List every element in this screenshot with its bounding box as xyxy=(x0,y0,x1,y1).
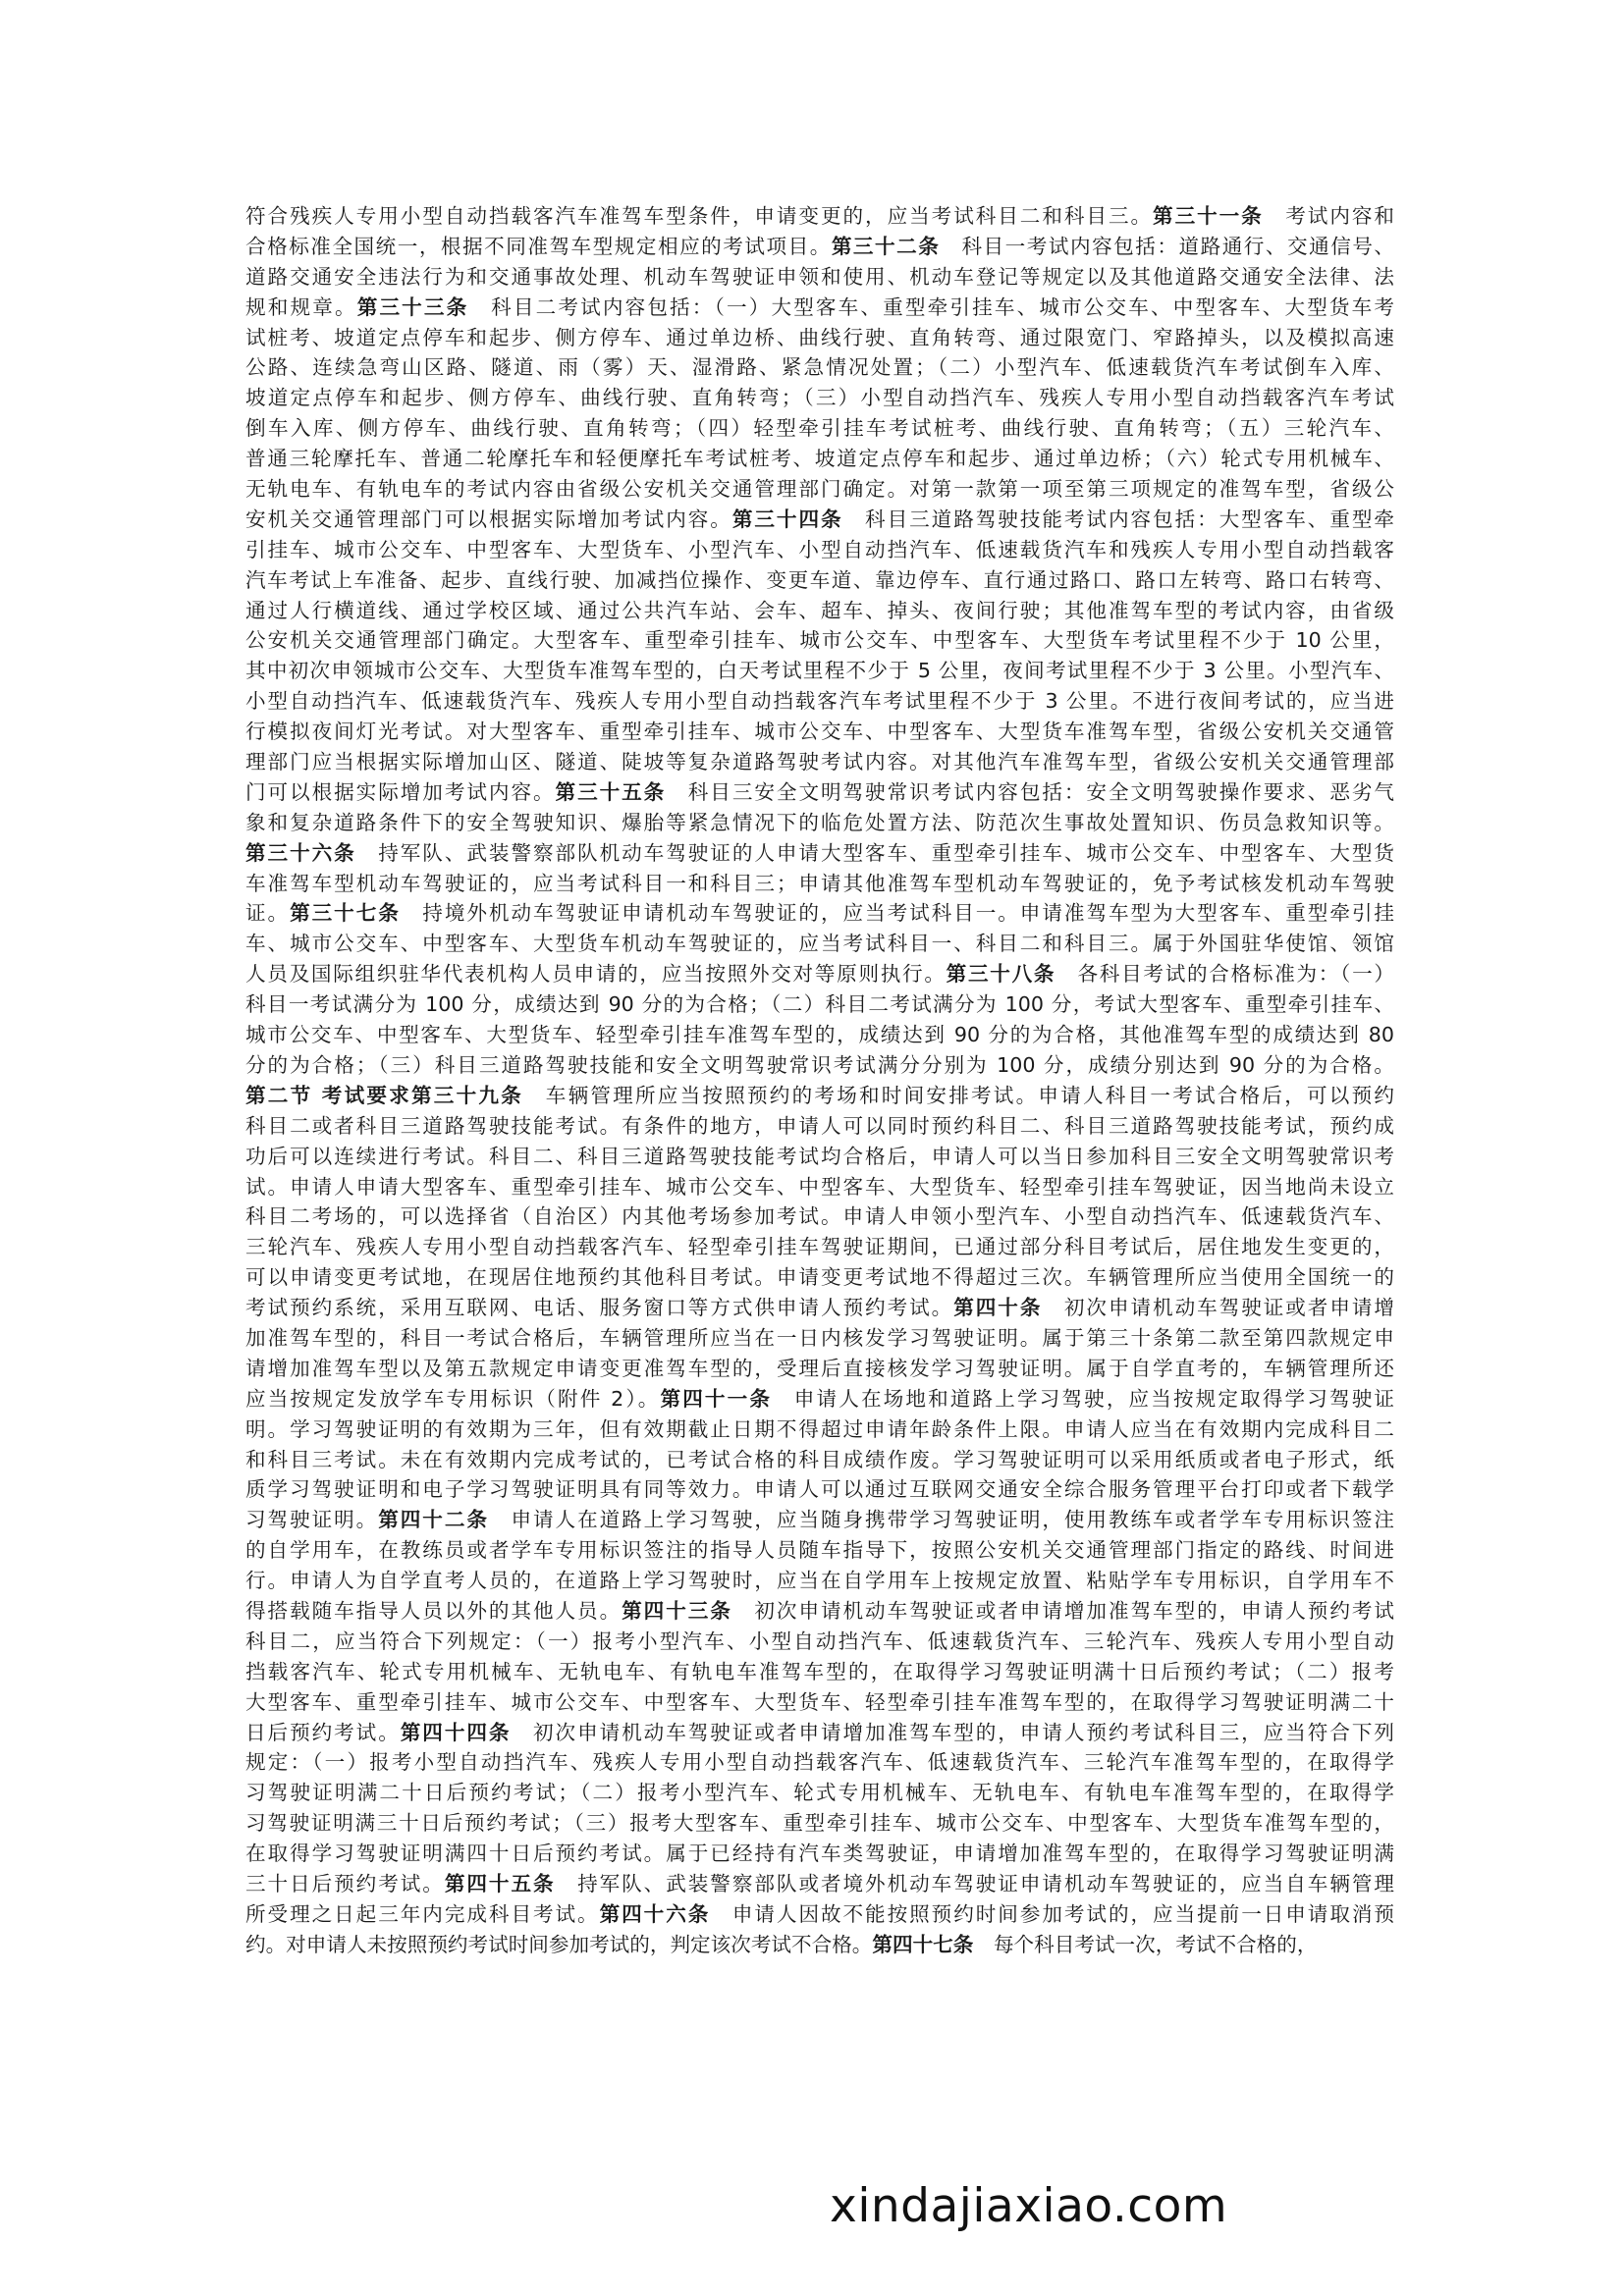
line-text: 分的为合格；（三）科目三道路驾驶技能和安全文明驾驶常识考试满分分别为 100 分，成绩分别达到 90 分的为合格。 xyxy=(245,1052,1394,1077)
text-line xyxy=(245,596,1394,626)
line-text: 持军队、武装警察部队机动车驾驶证的人申请大型客车、重型牵引挂车、城市公交车、中型客车、大型货 xyxy=(355,840,1394,865)
line-text: 科目一考试内容包括：道路通行、交通信号、 xyxy=(940,234,1394,258)
line-text: 车准驾车型机动车驾驶证的，应当考试科目一和科目三；申请其他准驾车型机动车驾驶证的，免予考试核发机动车驾驶 xyxy=(245,871,1394,895)
text-line xyxy=(245,1172,1394,1202)
text-line xyxy=(245,1201,1394,1232)
line-text: 科目二考场的，可以选择省（自治区）内其他考场参加考试。申请人申领小型汽车、小型自动挡汽车、低速载货汽车、 xyxy=(245,1204,1394,1229)
line-text: 科目二，应当符合下列规定：（一）报考小型汽车、小型自动挡汽车、低速载货汽车、三轮汽车、残疾人专用小型自动 xyxy=(245,1629,1394,1653)
text-line xyxy=(245,1808,1394,1839)
article-heading: 第四十三条 xyxy=(622,1598,732,1623)
line-text: 科目三安全文明驾驶常识考试内容包括：安全文明驾驶操作要求、恶劣气 xyxy=(666,779,1394,804)
text-line xyxy=(245,869,1394,899)
line-text: 得搭载随车指导人员以外的其他人员。 xyxy=(245,1598,623,1623)
text-line xyxy=(245,444,1394,474)
text-line xyxy=(245,959,1394,989)
text-line xyxy=(245,717,1394,747)
line-text: 应当按规定发放学车专用标识（附件 2）。 xyxy=(245,1386,661,1411)
line-text: 习驾驶证明。 xyxy=(245,1508,379,1532)
text-line xyxy=(245,838,1394,869)
article-heading: 第二节 考试要求第三十九条 xyxy=(245,1083,523,1107)
line-text: 证。 xyxy=(245,901,291,926)
line-text: 所受理之日起三年内完成科目考试。 xyxy=(245,1901,600,1926)
line-text: 城市公交车、中型客车、大型货车、轻型牵引挂车准驾车型的，成绩达到 90 分的为合格，其他准驾车型的成绩达到 80 xyxy=(245,1023,1394,1047)
text-line xyxy=(245,1232,1394,1262)
line-text: 三轮汽车、残疾人专用小型自动挡载客汽车、轻型牵引挂车驾驶证期间，已通过部分科目考试后，居住地发生变更的， xyxy=(245,1235,1394,1259)
text-line xyxy=(245,656,1394,686)
text-line xyxy=(245,1687,1394,1718)
text-line xyxy=(245,323,1394,353)
line-text: 倒车入库、侧方停车、曲线行驶、直角转弯；（四）轻型牵引挂车考试桩考、曲线行驶、直角转弯；（五）三轮汽车、 xyxy=(245,416,1394,441)
text-line xyxy=(245,1445,1394,1475)
article-heading: 第三十五条 xyxy=(555,779,667,804)
line-text: 请增加准驾车型以及第五款规定申请变更准驾车型的，受理后直接核发学习驾驶证明。属于自学直考的，车辆管理所还 xyxy=(245,1356,1394,1380)
line-text: 各科目考试的合格标准为：（一） xyxy=(1056,962,1394,987)
line-text: 初次申请机动车驾驶证或者申请增 xyxy=(1042,1296,1394,1320)
text-line xyxy=(245,1778,1394,1808)
line-text: 约。对申请人未按照预约考试时间参加考试的，判定该次考试不合格。 xyxy=(245,1932,873,1956)
article-heading: 第三十八条 xyxy=(946,962,1056,987)
line-text: 试。申请人申请大型客车、重型牵引挂车、城市公交车、中型客车、大型货车、轻型牵引挂车驾驶证，因当地尚未设立 xyxy=(245,1174,1394,1199)
text-line xyxy=(245,1354,1394,1384)
line-text: 小型自动挡汽车、低速载货汽车、残疾人专用小型自动挡载客汽车考试里程不少于 3 公里。不进行夜间考试的，应当进 xyxy=(245,689,1394,714)
article-heading: 第三十三条 xyxy=(356,294,469,319)
line-text: 其中初次申领城市公交车、大型货车准驾车型的，白天考试里程不少于 5 公里，夜间考试里程不少于 3 公里。小型汽车、 xyxy=(245,659,1394,683)
text-line xyxy=(245,929,1394,959)
article-heading: 第四十六条 xyxy=(599,1901,711,1926)
text-line xyxy=(245,625,1394,656)
line-text: 在取得学习驾驶证明满四十日后预约考试。属于已经持有汽车类驾驶证，申请增加准驾车型的，在取得学习驾驶证明满 xyxy=(245,1842,1394,1866)
line-text: 门可以根据实际增加考试内容。 xyxy=(245,779,556,804)
text-line xyxy=(245,413,1394,444)
line-text: 人员及国际组织驻华代表机构人员申请的，应当按照外交对等原则执行。 xyxy=(245,962,947,987)
line-text: 安机关交通管理部门可以根据实际增加考试内容。 xyxy=(245,507,732,531)
article-heading: 第四十二条 xyxy=(378,1508,489,1532)
text-line xyxy=(245,1718,1394,1748)
text-line xyxy=(245,474,1394,505)
text-line xyxy=(245,1535,1394,1566)
line-text: 质学习驾驶证明和电子学习驾驶证明具有同等效力。申请人可以通过互联网交通安全综合服务管理平台打印或者下载学 xyxy=(245,1477,1394,1502)
text-line xyxy=(245,1930,1394,1960)
line-text: 的自学用车，在教练员或者学车专用标识签注的指导人员随车指导下，按照公安机关交通管理部门指定的路线、时间进 xyxy=(245,1538,1394,1563)
text-line xyxy=(245,1566,1394,1596)
text-line xyxy=(245,1050,1394,1081)
line-text: 车辆管理所应当按照预约的考场和时间安排考试。申请人科目一考试合格后，可以预约 xyxy=(522,1083,1394,1107)
line-text: 行模拟夜间灯光考试。对大型客车、重型牵引挂车、城市公交车、中型客车、大型货车准驾车型，省级公安机关交通管 xyxy=(245,720,1394,744)
article-heading: 第四十一条 xyxy=(660,1386,773,1411)
text-line xyxy=(245,808,1394,838)
line-text: 科目三道路驾驶技能考试内容包括：大型客车、重型牵 xyxy=(842,507,1394,531)
text-line xyxy=(245,1262,1394,1293)
text-line xyxy=(245,1839,1394,1869)
line-text: 引挂车、城市公交车、中型客车、大型货车、小型汽车、小型自动挡汽车、低速载货汽车和残疾人专用小型自动挡载客 xyxy=(245,537,1394,561)
text-line xyxy=(245,1657,1394,1687)
text-line xyxy=(245,535,1394,565)
line-text: 申请人在场地和道路上学习驾驶，应当按规定取得学习驾驶证 xyxy=(772,1386,1394,1411)
text-line xyxy=(245,1869,1394,1899)
text-line xyxy=(245,1899,1394,1930)
text-line xyxy=(245,747,1394,777)
text-line xyxy=(245,1142,1394,1172)
line-text: 考试内容和 xyxy=(1263,204,1394,228)
site-watermark: xindajiaxiao.com xyxy=(830,2179,1228,2233)
article-heading: 第四十五条 xyxy=(444,1871,556,1896)
text-line xyxy=(245,1415,1394,1445)
line-text: 普通三轮摩托车、普通二轮摩托车和轻便摩托车考试桩考、坡道定点停车和起步、通过单边桥；（六）轮式专用机械车、 xyxy=(245,447,1394,471)
line-text: 习驾驶证明满二十日后预约考试；（二）报考小型汽车、轮式专用机械车、无轨电车、有轨电车准驾车型的，在取得学 xyxy=(245,1781,1394,1805)
line-text: 汽车考试上车准备、起步、直线行驶、加减挡位操作、变更车道、靠边停车、直行通过路口、路口左转弯、路口右转弯、 xyxy=(245,567,1394,592)
document-body xyxy=(245,201,1394,1960)
text-line xyxy=(245,1384,1394,1415)
text-line xyxy=(245,565,1394,596)
line-text: 规定：（一）报考小型自动挡汽车、残疾人专用小型自动挡载客汽车、低速载货汽车、三轮汽车准驾车型的，在取得学 xyxy=(245,1750,1394,1775)
line-text: 习驾驶证明满三十日后预约考试；（三）报考大型客车、重型牵引挂车、城市公交车、中型客车、大型货车准驾车型的， xyxy=(245,1811,1394,1836)
line-text: 大型客车、重型牵引挂车、城市公交车、中型客车、大型货车、轻型牵引挂车准驾车型的，在取得学习驾驶证明满二十 xyxy=(245,1689,1394,1714)
line-text: 日后预约考试。 xyxy=(245,1720,401,1744)
line-text: 车、城市公交车、中型客车、大型货车机动车驾驶证的，应当考试科目一、科目二和科目三。属于外国驻华使馆、领馆 xyxy=(245,932,1394,956)
article-heading: 第三十七条 xyxy=(290,901,401,926)
line-text: 申请人因故不能按照预约时间参加考试的，应当提前一日申请取消预 xyxy=(710,1901,1394,1926)
line-text: 科目一考试满分为 100 分，成绩达到 90 分的为合格；（二）科目二考试满分为 100 分，考试大型客车、重型牵引挂车、 xyxy=(245,992,1394,1017)
line-text: 无轨电车、有轨电车的考试内容由省级公安机关交通管理部门确定。对第一款第一项至第三项规定的准驾车型，省级公 xyxy=(245,477,1394,502)
text-line xyxy=(245,686,1394,717)
line-text: 加准驾车型的，科目一考试合格后，车辆管理所应当在一日内核发学习驾驶证明。属于第三十条第二款至第四款规定申 xyxy=(245,1325,1394,1350)
article-heading: 第三十一条 xyxy=(1153,204,1264,228)
text-line xyxy=(245,1505,1394,1535)
line-text: 考试预约系统，采用互联网、电话、服务窗口等方式供申请人预约考试。 xyxy=(245,1296,954,1320)
line-text: 初次申请机动车驾驶证或者申请增加准驾车型的，申请人预约考试 xyxy=(731,1598,1394,1623)
line-text: 可以申请变更考试地，在现居住地预约其他科目考试。申请变更考试地不得超过三次。车辆管理所应当使用全国统一的 xyxy=(245,1265,1394,1290)
text-line xyxy=(245,898,1394,929)
text-line xyxy=(245,989,1394,1020)
text-line xyxy=(245,201,1394,232)
line-text: 道路交通安全违法行为和交通事故处理、机动车驾驶证申领和使用、机动车登记等规定以及其他道路交通安全法律、法 xyxy=(245,264,1394,289)
line-text: 象和复杂道路条件下的安全驾驶知识、爆胎等紧急情况下的临危处置方法、防范次生事故处置知识、伤员急救知识等。 xyxy=(245,810,1394,834)
text-line xyxy=(245,383,1394,413)
text-line xyxy=(245,1474,1394,1505)
line-text: 符合残疾人专用小型自动挡载客汽车准驾车型条件，申请变更的，应当考试科目二和科目三。 xyxy=(245,204,1154,228)
text-line xyxy=(245,293,1394,323)
line-text: 试桩考、坡道定点停车和起步、侧方停车、通过单边桥、曲线行驶、直角转弯、通过限宽门、窄路掉头，以及模拟高速 xyxy=(245,325,1394,349)
article-heading: 第四十七条 xyxy=(872,1932,974,1956)
line-text: 和科目三考试。未在有效期内完成考试的，已考试合格的科目成绩作废。学习驾驶证明可以采用纸质或者电子形式，纸 xyxy=(245,1447,1394,1471)
line-text: 科目二考试内容包括：（一）大型客车、重型牵引挂车、城市公交车、中型客车、大型货车考 xyxy=(468,294,1394,319)
article-heading: 第三十四条 xyxy=(731,507,843,531)
line-text: 科目二或者科目三道路驾驶技能考试。有条件的地方，申请人可以同时预约科目二、科目三道路驾驶技能考试，预约成 xyxy=(245,1113,1394,1138)
line-text: 申请人在道路上学习驾驶，应当随身携带学习驾驶证明，使用教练车或者学车专用标识签注 xyxy=(488,1508,1394,1532)
line-text: 明。学习驾驶证明的有效期为三年，但有效期截止日期不得超过申请年龄条件上限。申请人应当在有效期内完成科目二 xyxy=(245,1416,1394,1441)
line-text: 公路、连续急弯山区路、隧道、雨（雾）天、湿滑路、紧急情况处置；（二）小型汽车、低速载货汽车考试倒车入库、 xyxy=(245,355,1394,380)
line-text: 行。申请人为自学直考人员的，在道路上学习驾驶时，应当在自学用车上按规定放置、粘贴学车专用标识，自学用车不 xyxy=(245,1569,1394,1593)
text-line xyxy=(245,1627,1394,1657)
line-text: 公安机关交通管理部门确定。大型客车、重型牵引挂车、城市公交车、中型客车、大型货车考试里程不少于 10 公里， xyxy=(245,628,1394,653)
line-text: 持境外机动车驾驶证申请机动车驾驶证的，应当考试科目一。申请准驾车型为大型客车、重型牵引挂 xyxy=(400,901,1394,926)
article-heading: 第四十条 xyxy=(953,1296,1043,1320)
text-line xyxy=(245,1111,1394,1142)
line-text: 坡道定点停车和起步、侧方停车、曲线行驶、直角转弯；（三）小型自动挡汽车、残疾人专用小型自动挡载客汽车考试 xyxy=(245,386,1394,410)
text-line xyxy=(245,1081,1394,1111)
line-text: 每个科目考试一次，考试不合格的， xyxy=(973,1932,1318,1956)
text-line xyxy=(245,1293,1394,1323)
text-line xyxy=(245,777,1394,808)
line-text: 规和规章。 xyxy=(245,294,357,319)
line-text: 初次申请机动车驾驶证或者申请增加准驾车型的，申请人预约考试科目三，应当符合下列 xyxy=(511,1720,1394,1744)
text-line xyxy=(245,352,1394,383)
line-text: 合格标准全国统一，根据不同准驾车型规定相应的考试项目。 xyxy=(245,234,832,258)
text-line xyxy=(245,1323,1394,1354)
line-text: 持军队、武装警察部队或者境外机动车驾驶证申请机动车驾驶证的，应当自车辆管理 xyxy=(555,1871,1394,1896)
line-text: 功后可以连续进行考试。科目二、科目三道路驾驶技能考试均合格后，申请人可以当日参加科目三安全文明驾驶常识考 xyxy=(245,1144,1394,1168)
text-line xyxy=(245,232,1394,262)
text-line xyxy=(245,262,1394,293)
article-heading: 第四十四条 xyxy=(400,1720,512,1744)
line-text: 通过人行横道线、通过学校区域、通过公共汽车站、会车、超车、掉头、夜间行驶；其他准驾车型的考试内容，由省级 xyxy=(245,598,1394,622)
text-line xyxy=(245,1596,1394,1627)
text-line xyxy=(245,1020,1394,1050)
line-text: 三十日后预约考试。 xyxy=(245,1871,445,1896)
line-text: 理部门应当根据实际增加山区、隧道、陡坡等复杂道路驾驶考试内容。对其他汽车准驾车型，省级公安机关交通管理部 xyxy=(245,750,1394,774)
article-heading: 第三十六条 xyxy=(245,840,356,865)
article-heading: 第三十二条 xyxy=(831,234,941,258)
text-line xyxy=(245,1747,1394,1778)
line-text: 挡载客汽车、轮式专用机械车、无轨电车、有轨电车准驾车型的，在取得学习驾驶证明满十日后预约考试；（二）报考 xyxy=(245,1659,1394,1683)
text-line xyxy=(245,505,1394,535)
